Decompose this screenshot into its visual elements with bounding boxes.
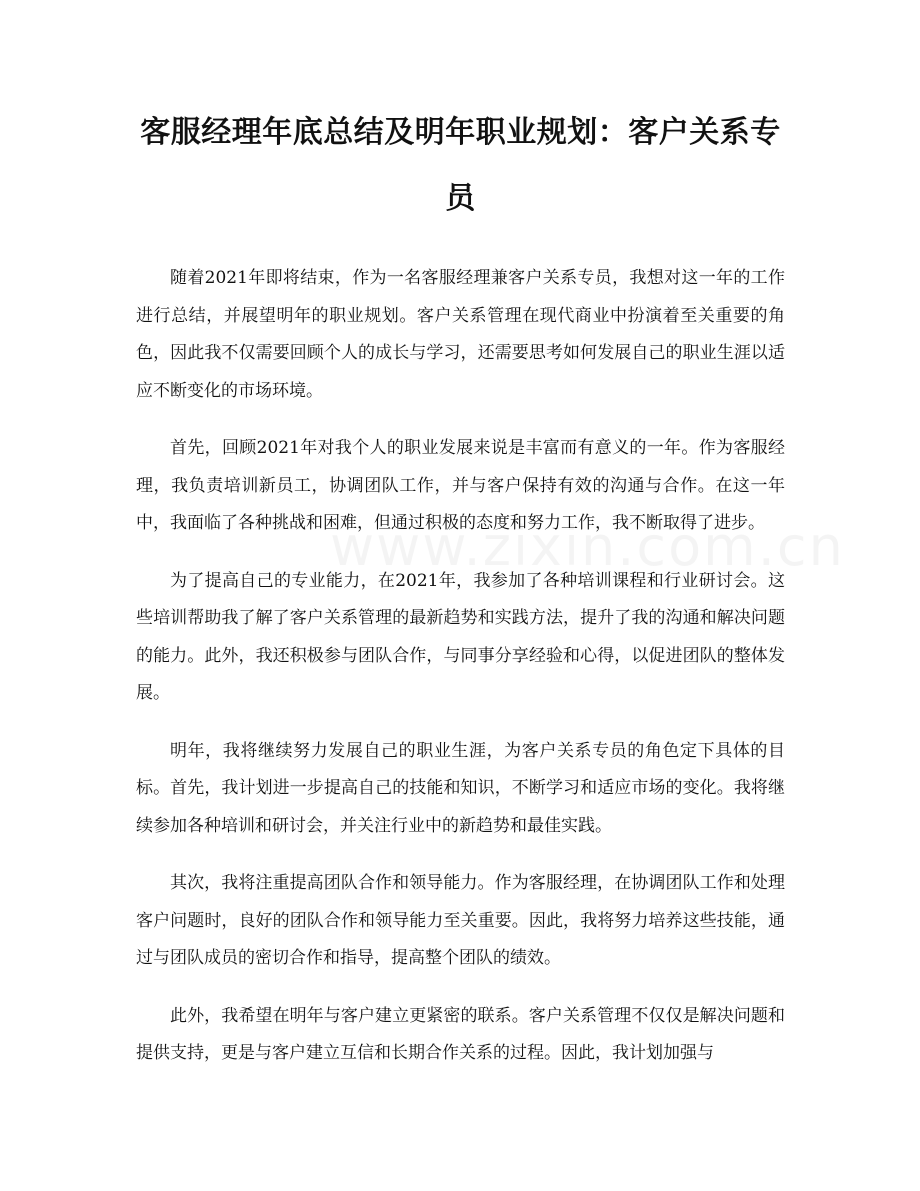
paragraph-4: 明年，我将继续努力发展自己的职业生涯，为客户关系专员的角色定下具体的目标。首先，我计划进一步提高自己的技能和知识，不断学习和适应市场的变化。我将继续参加各种培训和研讨会，并关注行业中的新趋势和最佳实践。 xyxy=(136,740,785,836)
document-body xyxy=(136,260,785,1073)
paragraph-6: 此外，我希望在明年与客户建立更紧密的联系。客户关系管理不仅仅是解决问题和提供支持，更是与客户建立互信和长期合作关系的过程。因此，我计划加强与 xyxy=(136,1005,785,1063)
paragraph-3: 为了提高自己的专业能力，在2021年，我参加了各种培训课程和行业研讨会。这些培训帮助我了解了客户关系管理的最新趋势和实践方法，提升了我的沟通和解决问题的能力。此外，我还积极参与团队合作，与同事分享经验和心得，以促进团队的整体发展。 xyxy=(136,570,785,703)
paragraph-1: 随着2021年即将结束，作为一名客服经理兼客户关系专员，我想对这一年的工作进行总结，并展望明年的职业规划。客户关系管理在现代商业中扮演着至关重要的角色，因此我不仅需要回顾个人的成长与学习，还需要思考如何发展自己的职业生涯以适应不断变化的市场环境。 xyxy=(136,268,785,401)
document-title: 客服经理年底总结及明年职业规划：客户关系专员 xyxy=(140,115,781,216)
paragraph-5: 其次，我将注重提高团队合作和领导能力。作为客服经理，在协调团队工作和处理客户问题时，良好的团队合作和领导能力至关重要。因此，我将努力培养这些技能，通过与团队成员的密切合作和指导，提高整个团队的绩效。 xyxy=(136,873,785,968)
paragraph-2: 首先，回顾2021年对我个人的职业发展来说是丰富而有意义的一年。作为客服经理，我负责培训新员工，协调团队工作，并与客户保持有效的沟通与合作。在这一年中，我面临了各种挑战和困难，但通过积极的态度和努力工作，我不断取得了进步。 xyxy=(136,438,785,533)
